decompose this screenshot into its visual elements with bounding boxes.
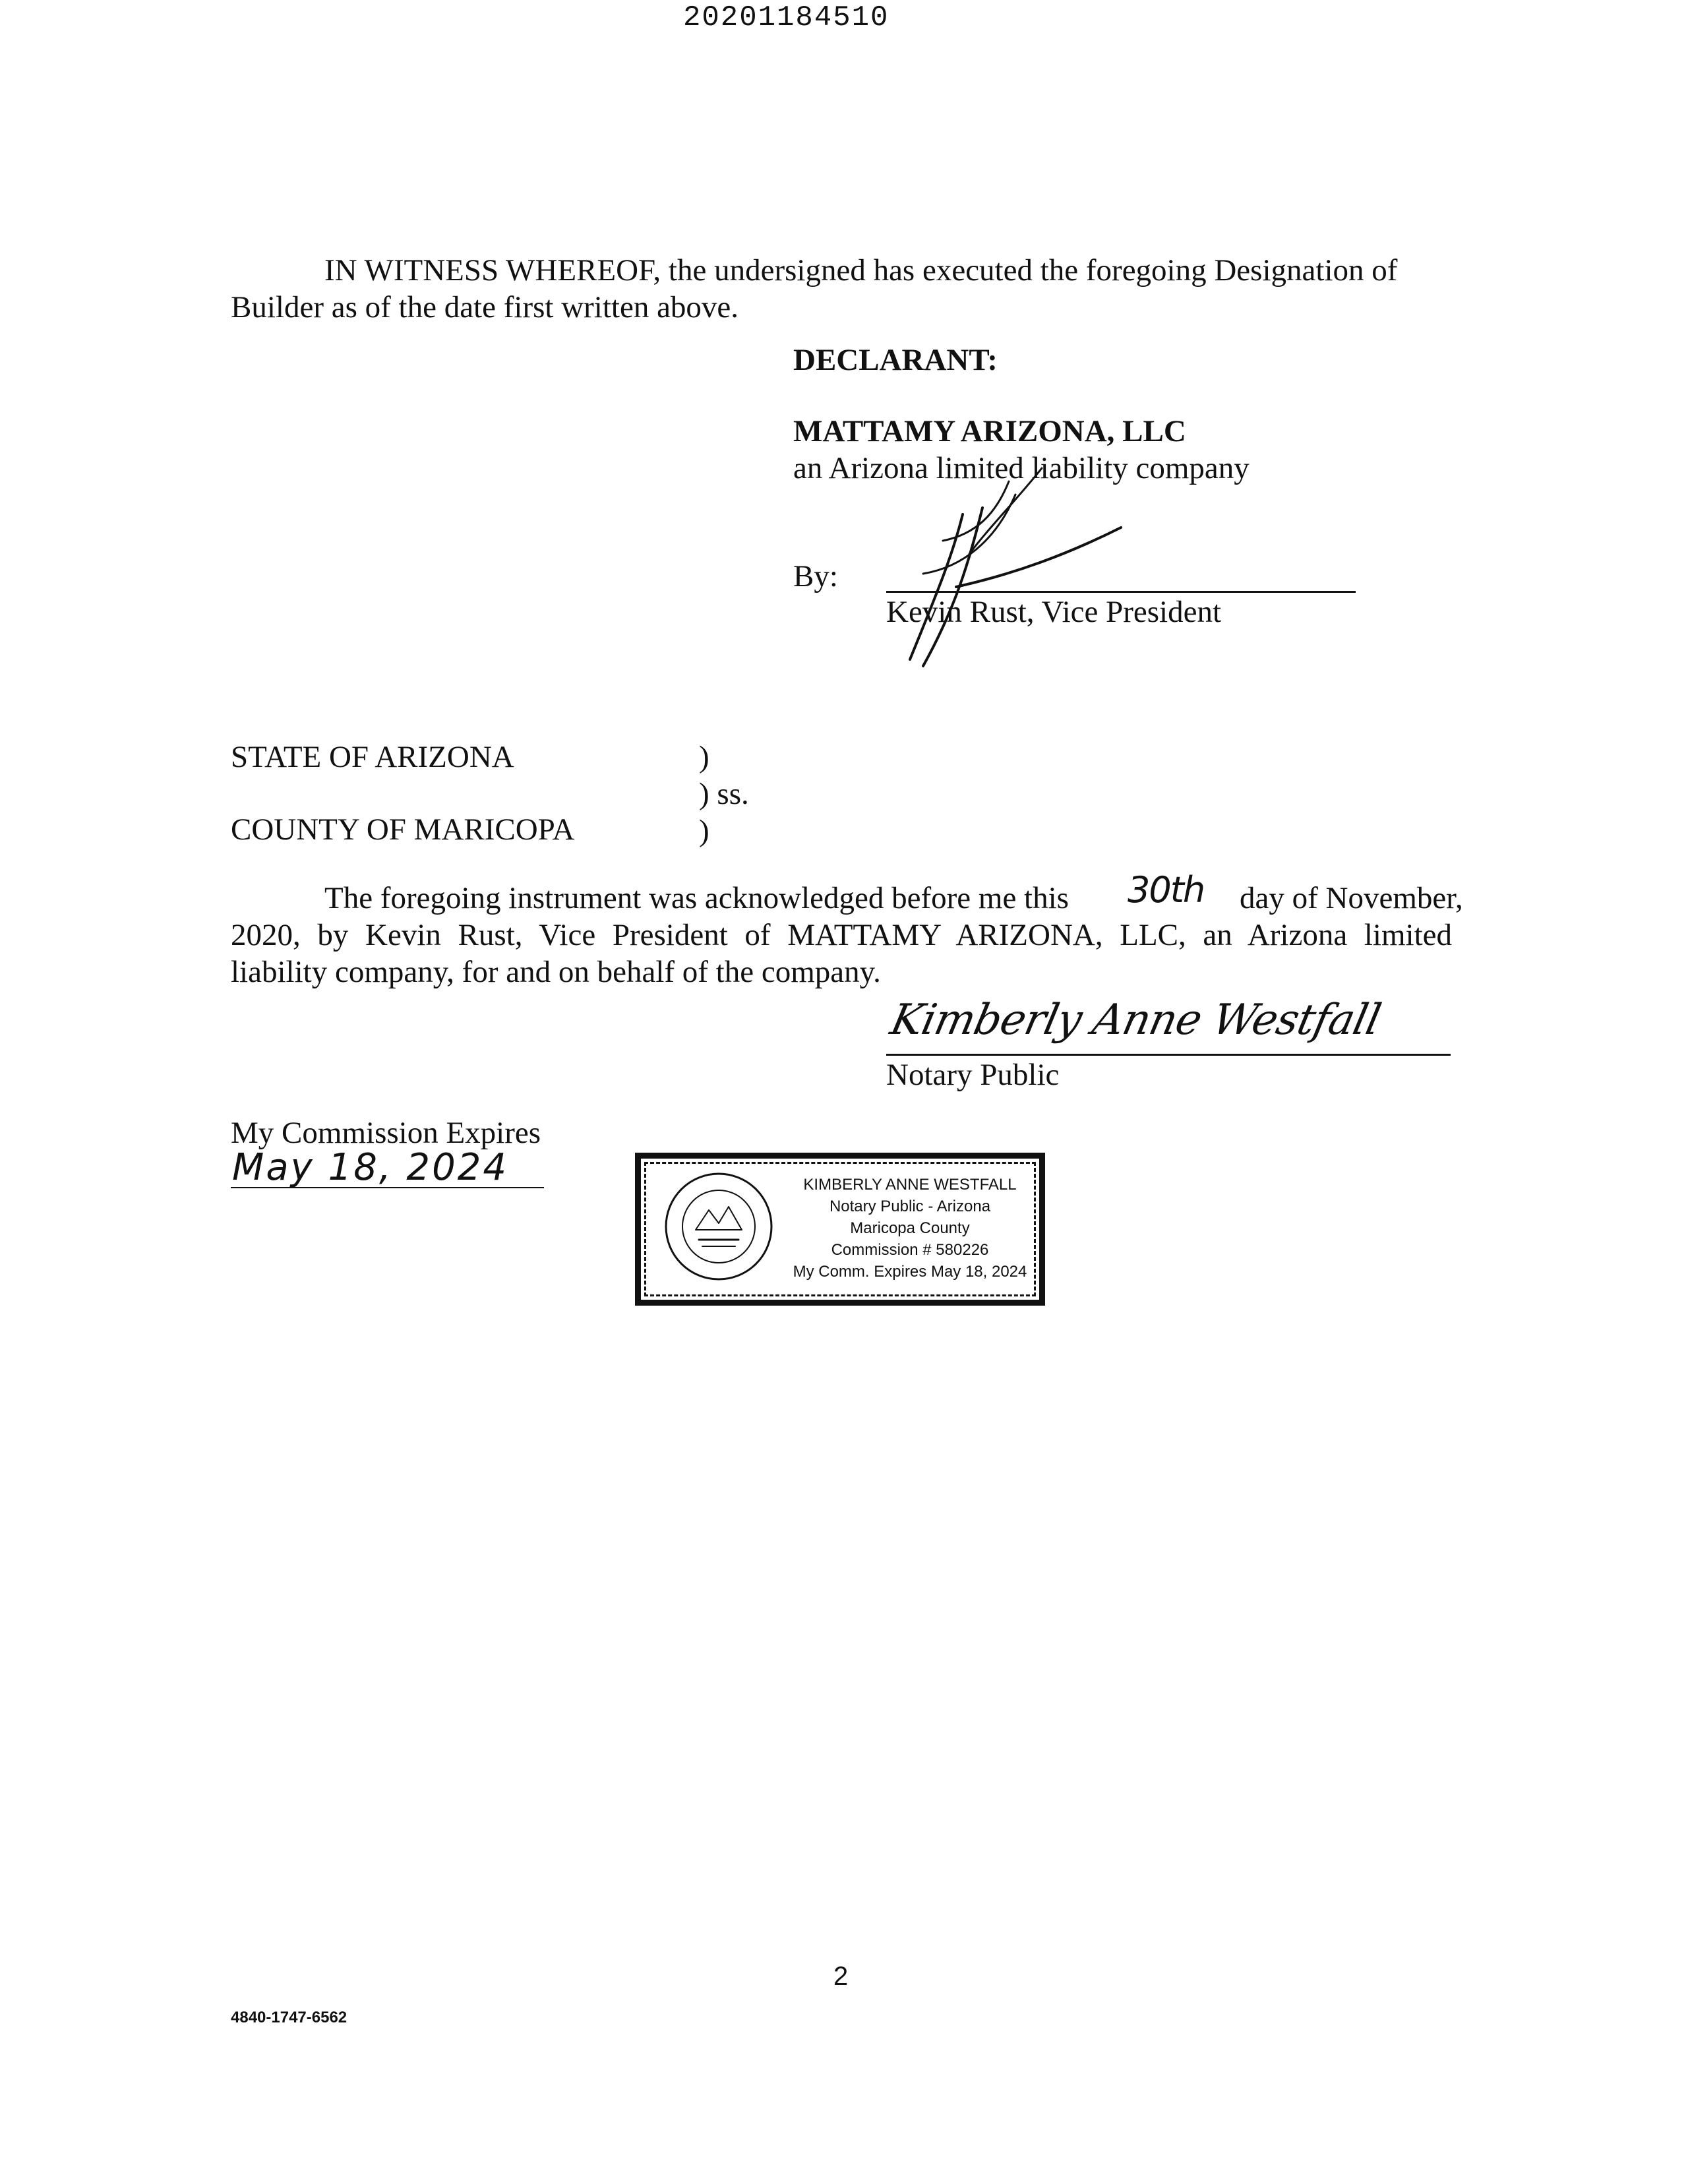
venue-paren-bottom: ) xyxy=(699,814,709,848)
commission-label: My Commission Expires xyxy=(231,1116,541,1150)
acknowledgment-day-handwritten: 30th xyxy=(1128,869,1205,911)
venue-county: COUNTY OF MARICOPA xyxy=(231,812,575,847)
venue-paren-middle: ) ss. xyxy=(699,777,749,811)
acknowledgment-line3: liability company, for and on behalf of the company. xyxy=(231,955,881,989)
acknowledgment-line1-before: The foregoing instrument was acknowledged before me this xyxy=(324,881,1069,915)
seal-name: KIMBERLY ANNE WESTFALL xyxy=(803,1176,1017,1194)
declarant-signer: Kevin Rust, Vice President xyxy=(886,595,1222,629)
seal-title: Notary Public - Arizona xyxy=(829,1198,991,1215)
arizona-state-seal-icon xyxy=(659,1167,778,1286)
seal-expires: My Comm. Expires May 18, 2024 xyxy=(793,1263,1027,1281)
venue-paren-top: ) xyxy=(699,740,709,774)
notary-signature-line xyxy=(886,1054,1451,1056)
witness-paragraph-line1: IN WITNESS WHEREOF, the undersigned has executed the foregoing Designation of xyxy=(324,253,1398,288)
declarant-heading: DECLARANT: xyxy=(793,343,998,377)
notary-signature-handwritten: Kimberly Anne Westfall xyxy=(886,996,1385,1045)
acknowledgment-line1-after: day of November, xyxy=(1240,881,1463,915)
commission-date-underline xyxy=(231,1187,544,1188)
notary-seal-text xyxy=(778,1174,1042,1283)
document-code: 4840-1747-6562 xyxy=(231,2009,347,2026)
witness-paragraph-line2: Builder as of the date first written above. xyxy=(231,290,739,324)
notary-label: Notary Public xyxy=(886,1058,1060,1092)
by-label: By: xyxy=(793,559,838,593)
page-number: 2 xyxy=(833,1962,849,1991)
declarant-signature xyxy=(884,455,1147,666)
document-number: 20201184510 xyxy=(683,1,889,34)
declarant-company: MATTAMY ARIZONA, LLC xyxy=(793,414,1186,448)
seal-county: Maricopa County xyxy=(850,1219,970,1237)
commission-date-handwritten: May 18, 2024 xyxy=(232,1146,508,1189)
venue-state: STATE OF ARIZONA xyxy=(231,740,514,774)
acknowledgment-line2: 2020, by Kevin Rust, Vice President of MATTAMY ARIZONA, LLC, an Arizona limited xyxy=(231,918,1452,952)
seal-commission-number: Commission # 580226 xyxy=(831,1241,989,1259)
declarant-company-type: an Arizona limited liability company xyxy=(793,451,1250,485)
